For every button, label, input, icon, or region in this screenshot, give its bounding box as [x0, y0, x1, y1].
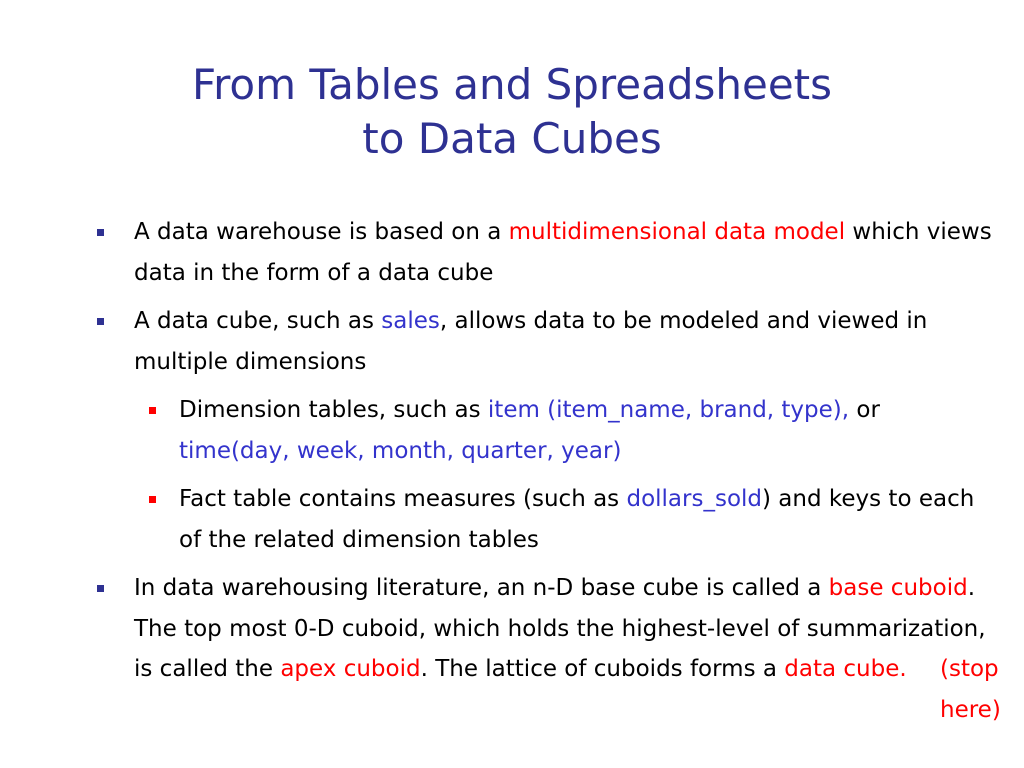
bullet-text: ) and keys to each of the related dimension tables: [179, 486, 975, 553]
bullet-text: A data warehouse is based on a: [134, 219, 509, 245]
bullet-text: Dimension tables, such as: [179, 397, 488, 423]
slide-title-line-2: to Data Cubes: [362, 114, 662, 164]
highlight-sales: sales: [381, 308, 440, 334]
bullet-text: , allows data to be modeled and viewed in multiple dimensions: [134, 308, 928, 375]
slide-title-line-1: From Tables and Spreadsheets: [191, 60, 833, 110]
highlight-base-cuboid: base cuboid: [828, 575, 968, 601]
bullet-text: . The top most 0-D cuboid, which holds the highest-level of summarization, is called the: [134, 575, 986, 682]
square-sub-bullet-icon: [149, 407, 156, 414]
square-bullet-icon: [97, 585, 104, 592]
highlight-dollars-sold: dollars_sold: [626, 486, 763, 512]
square-bullet-icon: [97, 229, 104, 236]
stop-here-note: (stop here): [940, 656, 1001, 723]
sub-bullet-item-dimension-tables: [179, 390, 994, 471]
highlight-apex-cuboid: apex cuboid: [280, 656, 421, 682]
bullet-text: A data cube, such as: [134, 308, 382, 334]
highlight-multidimensional-data-model: multidimensional data model: [508, 219, 846, 245]
square-sub-bullet-icon: [149, 496, 156, 503]
bullet-text: . The lattice of cuboids forms a: [420, 656, 785, 682]
sub-bullet-item-fact-table: [179, 479, 994, 560]
bullet-text: which views data in the form of a data cube: [134, 219, 992, 286]
highlight-time-dimension: time(day, week, month, quarter, year): [179, 437, 622, 464]
bullet-item-data-cube: [134, 301, 992, 382]
bullet-text: or: [849, 397, 880, 423]
bullet-list: [0, 212, 1024, 723]
highlight-data-cube: data cube.: [784, 656, 907, 682]
slide-title: [0, 58, 1024, 166]
square-bullet-icon: [97, 318, 104, 325]
highlight-item-dimension: item (item_name, brand, type),: [487, 397, 850, 423]
bullet-item-data-warehouse: [134, 212, 992, 293]
bullet-text: In data warehousing literature, an n-D base cube is called a: [134, 575, 829, 601]
bullet-text: Fact table contains measures (such as: [179, 486, 627, 512]
bullet-item-cuboids: [134, 568, 1001, 723]
